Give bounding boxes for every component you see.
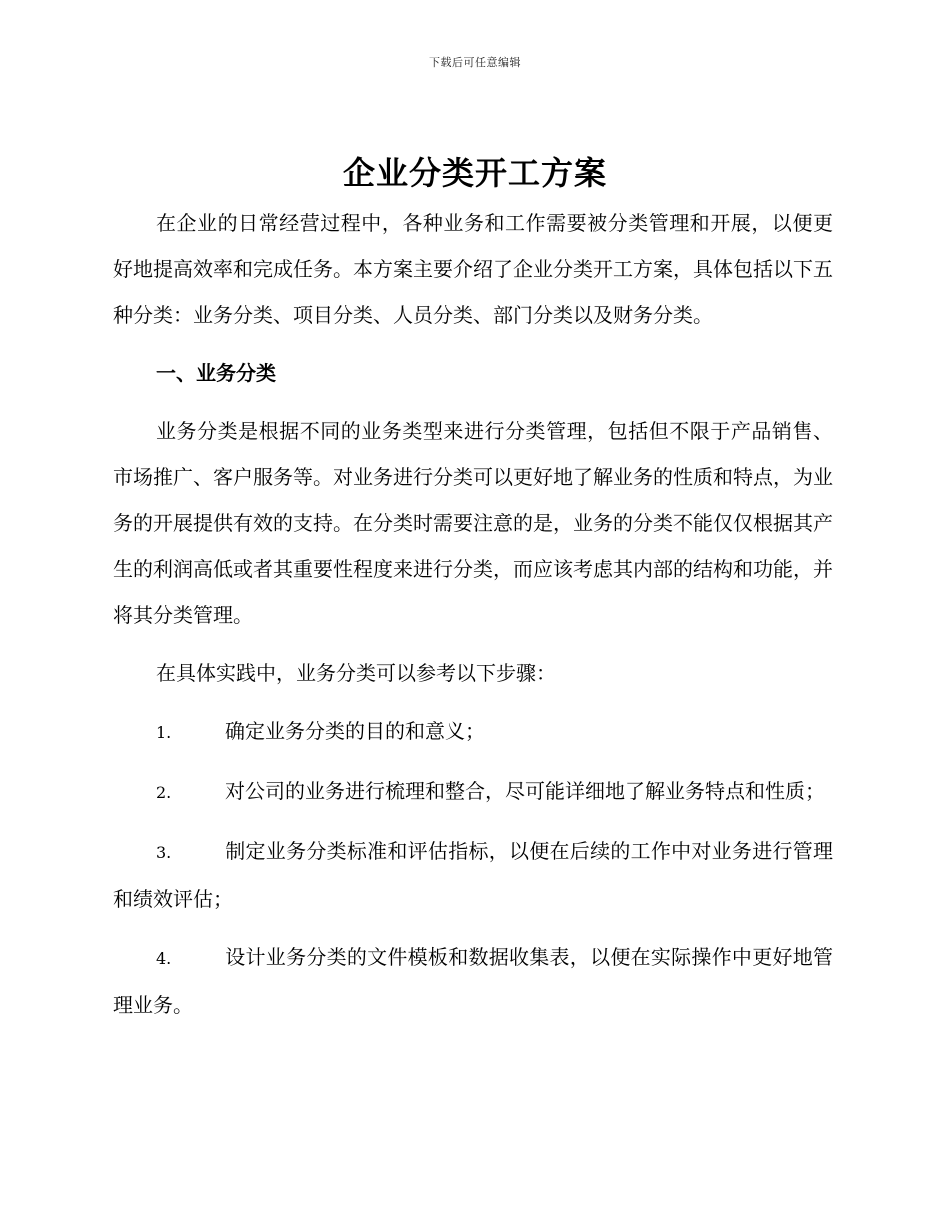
list-item-number: 3. xyxy=(156,843,172,862)
steps-intro: 在具体实践中，业务分类可以参考以下步骤： xyxy=(156,661,556,685)
list-item-text: 确定业务分类的目的和意义； xyxy=(225,719,485,743)
list-item-text: 制定业务分类标准和评估指标，以便在后续的工作中对业务进行管理和绩效评估； xyxy=(113,839,833,911)
list-item xyxy=(113,708,833,756)
document-title: 企业分类开工方案 xyxy=(342,154,607,192)
list-item xyxy=(113,934,833,1028)
list-item-number: 2. xyxy=(156,783,172,802)
list-item-number: 4. xyxy=(156,949,172,968)
section-heading: 一、业务分类 xyxy=(156,361,276,385)
list-item-text: 对公司的业务进行梳理和整合，尽可能详细地了解业务特点和性质； xyxy=(225,779,825,803)
intro-paragraph: 在企业的日常经营过程中，各种业务和工作需要被分类管理和开展，以便更好地提高效率和完成任务。本方案主要介绍了企业分类开工方案，具体包括以下五种分类：业务分类、项目分类、人员分类、部门分类以及财务分类。 xyxy=(113,211,833,327)
list-item-text: 设计业务分类的文件模板和数据收集表，以便在实际操作中更好地管理业务。 xyxy=(113,945,833,1017)
header-note: 下载后可任意编辑 xyxy=(429,56,521,69)
list-item-number: 1. xyxy=(156,723,172,742)
section-paragraph: 业务分类是根据不同的业务类型来进行分类管理，包括但不限于产品销售、市场推广、客户服务等。对业务进行分类可以更好地了解业务的性质和特点，为业务的开展提供有效的支持。在分类时需要注意的是，业务的分类不能仅仅根据其产生的利润高低或者其重要性程度来进行分类，而应该考虑其内部的结构和功能，并将其分类管理。 xyxy=(113,419,833,627)
list-item xyxy=(113,828,833,922)
document-body xyxy=(113,200,833,1028)
list-item xyxy=(113,768,833,816)
